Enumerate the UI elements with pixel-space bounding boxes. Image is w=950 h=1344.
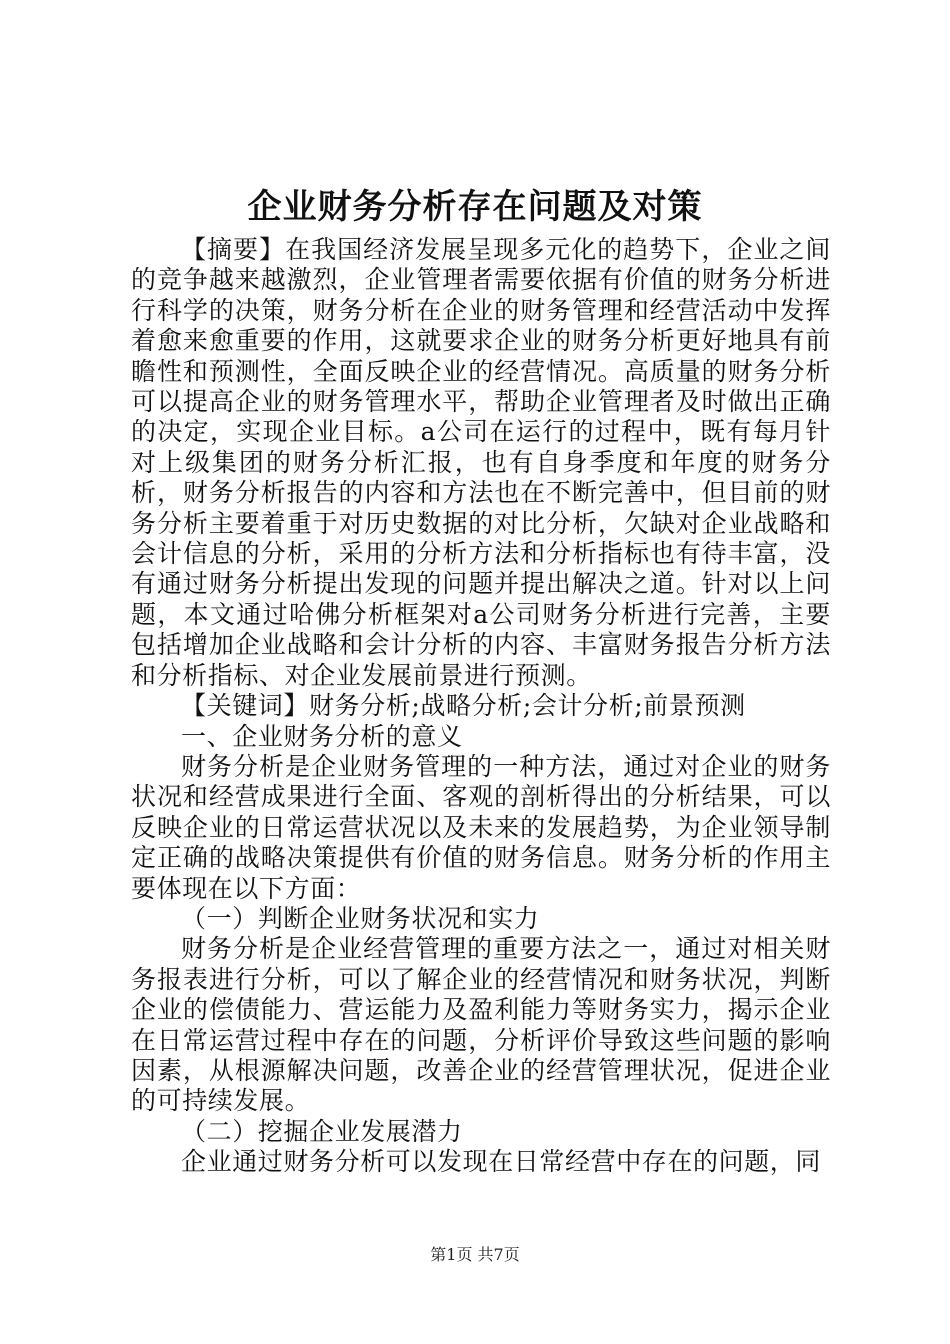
subsection-heading-1: （一）判断企业财务状况和实力 bbox=[181, 903, 540, 933]
page-footer: 第1页 共7页 bbox=[430, 1245, 520, 1264]
keywords-paragraph: 【关键词】财务分析;战略分析;会计分析;前景预测 bbox=[181, 691, 746, 721]
subsection-2-paragraph: 企业通过财务分析可以发现在日常经营中存在的问题，同 bbox=[181, 1147, 822, 1177]
section-heading-1: 一、企业财务分析的意义 bbox=[181, 721, 463, 751]
subsection-heading-2: （二）挖掘企业发展潜力 bbox=[181, 1116, 463, 1146]
section-1-paragraph: 财务分析是企业财务管理的一种方法，通过对企业的财务状况和经营成果进行全面、客观的剖析得出的分析结果，可以反映企业的日常运营状况以及未来的发展趋势，为企业领导制定正确的战略决策提供有价值的财务信息。财务分析的作用主要体现在以下方面： bbox=[131, 751, 831, 903]
abstract-paragraph: 【摘要】在我国经济发展呈现多元化的趋势下，企业之间的竞争越来越激烈，企业管理者需要依据有价值的财务分析进行科学的决策，财务分析在企业的财务管理和经营活动中发挥着愈来愈重要的作用，这就要求企业的财务分析更好地具有前瞻性和预测性，全面反映企业的经营情况。高质量的财务分析可以提高企业的财务管理水平，帮助企业管理者及时做出正确的决定，实现企业目标。a公司在运行的过程中，既有每月针对上级集团的财务分析汇报，也有自身季度和年度的财务分析，财务分析报告的内容和方法也在不断完善中，但目前的财务分析主要着重于对历史数据的对比分析，欠缺对企业战略和会计信息的分析，采用的分析方法和分析指标也有待丰富，没有通过财务分析提出发现的问题并提出解决之道。针对以上问题，本文通过哈佛分析框架对a公司财务分析进行完善，主要包括增加企业战略和会计分析的内容、丰富财务报告分析方法和分析指标、对企业发展前景进行预测。 bbox=[131, 235, 831, 690]
document-title: 企业财务分析存在问题及对策 bbox=[247, 187, 703, 227]
subsection-1-paragraph: 财务分析是企业经营管理的重要方法之一，通过对相关财务报表进行分析，可以了解企业的经营情况和财务状况，判断企业的偿债能力、营运能力及盈利能力等财务实力，揭示企业在日常运营过程中存在的问题，分析评价导致这些问题的影响因素，从根源解决问题，改善企业的经营管理状况，促进企业的可持续发展。 bbox=[131, 934, 831, 1116]
document-body bbox=[131, 235, 831, 1178]
